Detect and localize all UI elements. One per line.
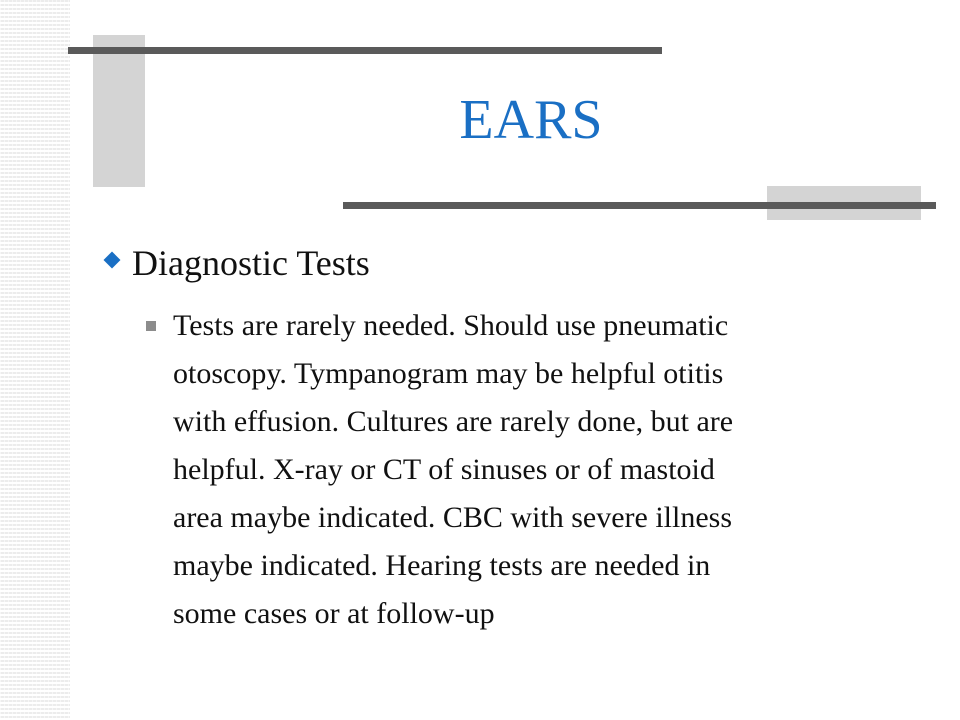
bullet-level2-text: Tests are rarely needed. Should use pneumatic otoscopy. Tympanogram may be helpful otitis with effusion. Cultures are rarely done, but are helpful. X-ray or CT of sinuses or of mastoid area maybe indicated. CBC with severe illness maybe indicated. Hearing tests are needed in some cases or at follow-up — [173, 309, 734, 630]
bullet-level1 — [106, 240, 370, 286]
bullet-level1-text: Diagnostic Tests — [132, 243, 370, 283]
slide-title: EARS — [459, 89, 603, 151]
square-bullet-icon — [146, 321, 156, 331]
top-rule — [68, 47, 662, 54]
diamond-bullet-icon — [104, 252, 121, 269]
right-rule — [343, 202, 936, 209]
bullet-level2 — [146, 302, 906, 638]
